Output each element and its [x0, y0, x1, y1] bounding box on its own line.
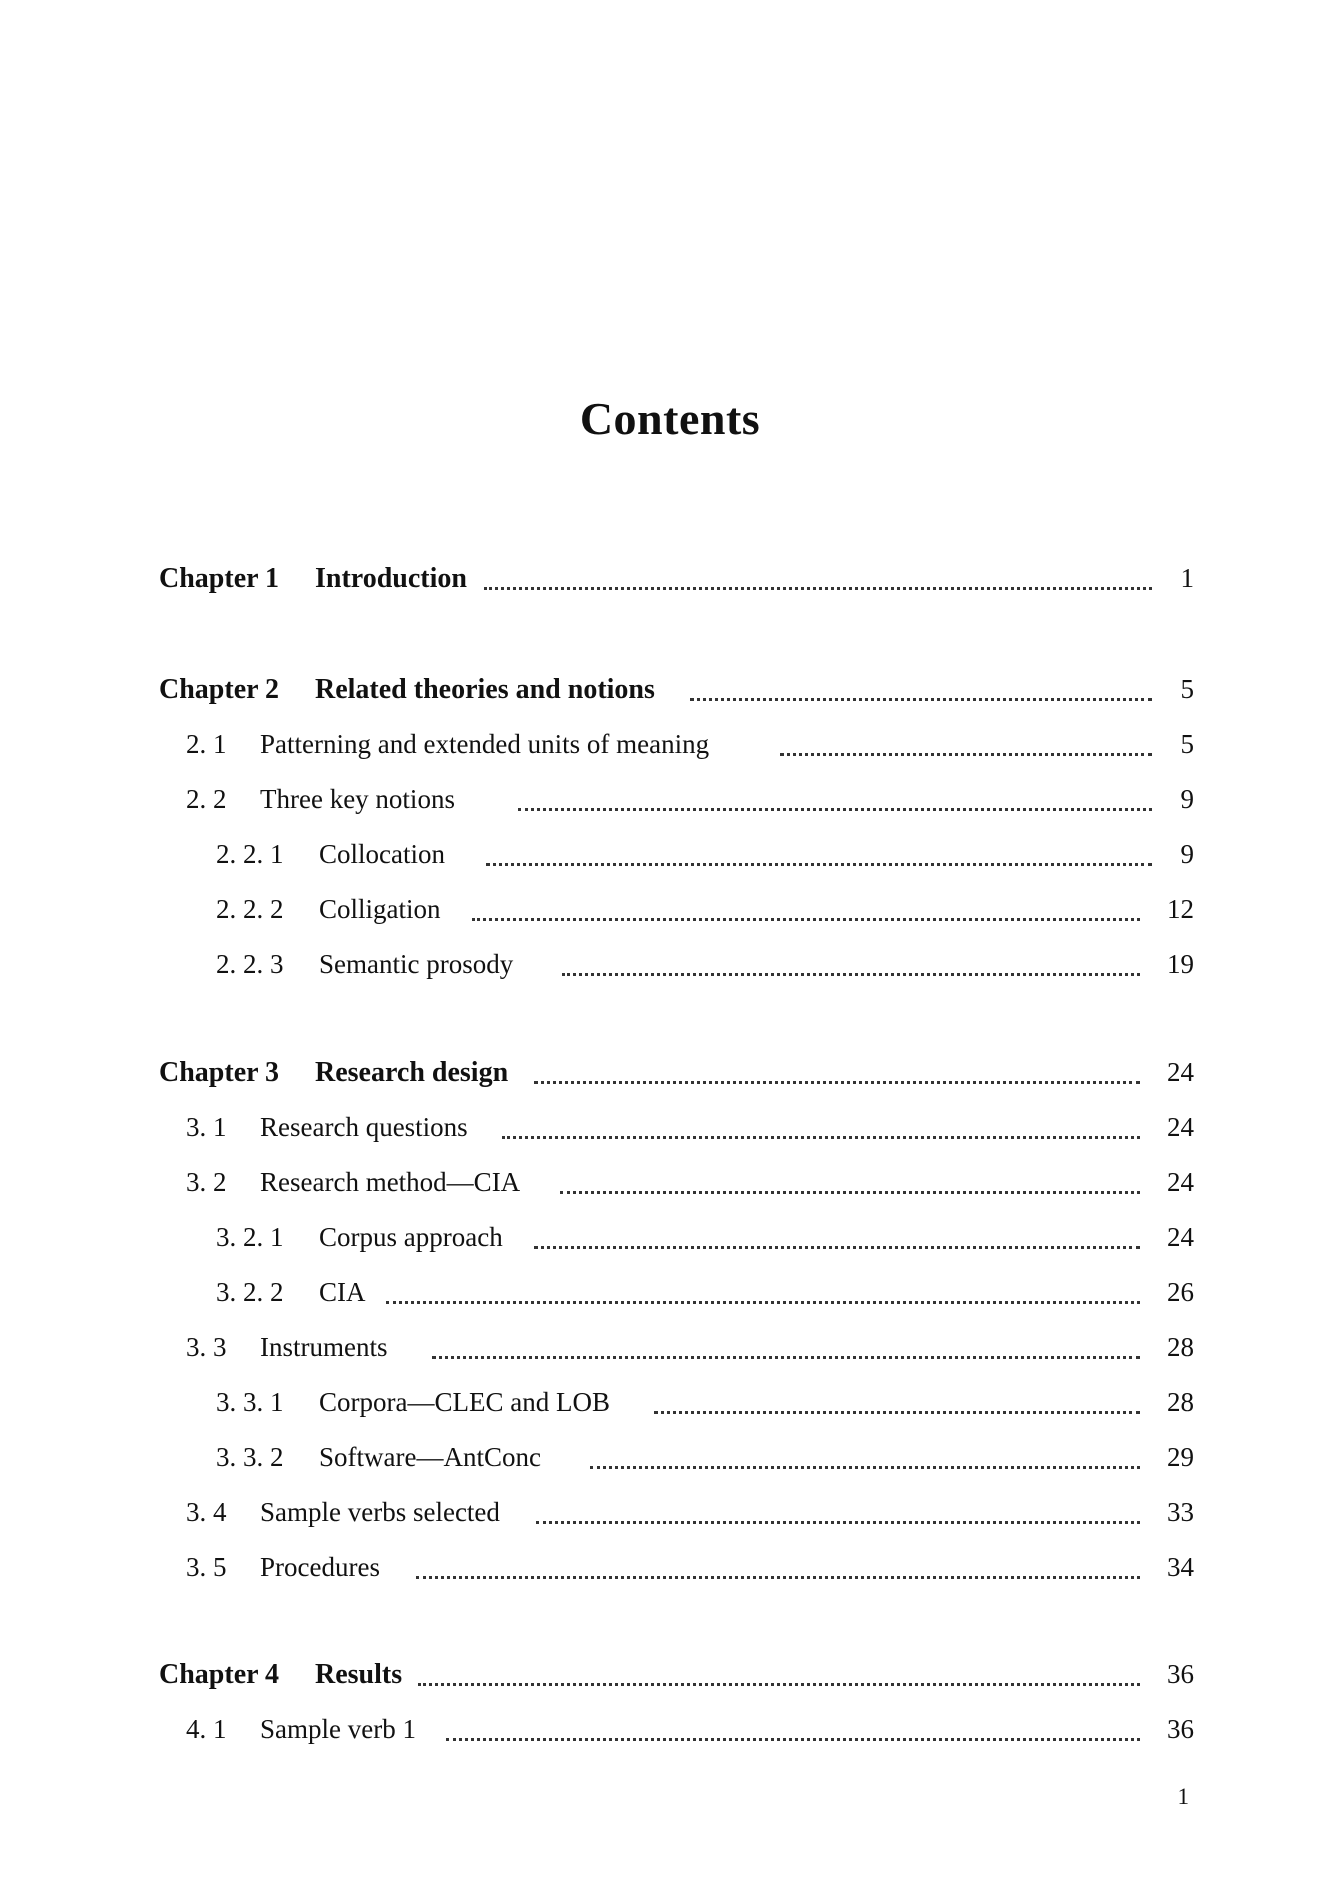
- toc-subsection-number: 2. 2. 1: [216, 839, 284, 869]
- toc-subsection-number: 2. 2. 3: [216, 949, 284, 979]
- toc-page-number: 28: [1167, 1387, 1194, 1417]
- toc-section-title: Research questions: [260, 1112, 468, 1142]
- toc-entry-subsection[interactable]: [0, 1387, 1340, 1427]
- toc-dot-leader: [432, 1356, 1140, 1359]
- toc-dot-leader: [472, 918, 1140, 921]
- toc-page-number: 28: [1167, 1332, 1194, 1362]
- toc-page-number: 36: [1167, 1714, 1194, 1744]
- toc-section-number: 4. 1: [186, 1714, 227, 1744]
- toc-section-title: Sample verb 1: [260, 1714, 416, 1744]
- toc-page-number: 34: [1167, 1552, 1194, 1582]
- toc-subsection-title: Software—AntConc: [319, 1442, 541, 1472]
- toc-page-number: 12: [1167, 894, 1194, 924]
- toc-dot-leader: [486, 863, 1152, 866]
- footer-page-number: 1: [1177, 1784, 1189, 1809]
- toc-subsection-number: 3. 3. 1: [216, 1387, 284, 1417]
- toc-subsection-number: 2. 2. 2: [216, 894, 284, 924]
- toc-dot-leader: [386, 1301, 1140, 1304]
- toc-subsection-title: Collocation: [319, 839, 445, 869]
- toc-page-number: 9: [1180, 784, 1194, 814]
- toc-dot-leader: [562, 973, 1140, 976]
- toc-dot-leader: [780, 753, 1152, 756]
- toc-dot-leader: [418, 1683, 1140, 1686]
- toc-page-number: 29: [1167, 1442, 1194, 1472]
- toc-chapter-number: Chapter 3: [159, 1057, 280, 1088]
- toc-section-number: 2. 2: [186, 784, 227, 814]
- toc-chapter-title: Related theories and notions: [315, 674, 655, 705]
- toc-entry-section[interactable]: [0, 784, 1340, 824]
- toc-section-number: 3. 4: [186, 1497, 227, 1527]
- toc-entry-section[interactable]: [0, 1497, 1340, 1537]
- toc-subsection-number: 3. 2. 2: [216, 1277, 284, 1307]
- toc-section-number: 3. 1: [186, 1112, 227, 1142]
- toc-dot-leader: [654, 1411, 1140, 1414]
- toc-entry-subsection[interactable]: [0, 1442, 1340, 1482]
- toc-entry-chapter[interactable]: [0, 674, 1340, 714]
- toc-dot-leader: [536, 1521, 1140, 1524]
- toc-dot-leader: [518, 808, 1152, 811]
- toc-page-number: 24: [1167, 1057, 1194, 1087]
- toc-subsection-title: Corpora—CLEC and LOB: [319, 1387, 610, 1417]
- toc-entry-section[interactable]: [0, 1167, 1340, 1207]
- toc-page-number: 24: [1167, 1112, 1194, 1142]
- toc-entry-subsection[interactable]: [0, 894, 1340, 934]
- toc-chapter-number: Chapter 2: [159, 674, 280, 705]
- toc-entry-section[interactable]: [0, 1714, 1340, 1754]
- toc-section-title: Patterning and extended units of meaning: [260, 729, 710, 759]
- toc-entry-section[interactable]: [0, 1552, 1340, 1592]
- toc-page-number: 26: [1167, 1277, 1194, 1307]
- toc-dot-leader: [484, 587, 1152, 590]
- toc-entry-subsection[interactable]: [0, 839, 1340, 879]
- toc-dot-leader: [446, 1738, 1140, 1741]
- toc-section-title: Instruments: [260, 1332, 388, 1362]
- toc-page-number: 24: [1167, 1167, 1194, 1197]
- toc-entry-section[interactable]: [0, 1332, 1340, 1372]
- toc-section-title: Research method—CIA: [260, 1167, 521, 1197]
- toc-chapter-number: Chapter 4: [159, 1659, 280, 1690]
- toc-section-title: Sample verbs selected: [260, 1497, 500, 1527]
- toc-page-number: 9: [1180, 839, 1194, 869]
- toc-subsection-number: 3. 2. 1: [216, 1222, 284, 1252]
- toc-section-title: Three key notions: [260, 784, 455, 814]
- toc-subsection-number: 3. 3. 2: [216, 1442, 284, 1472]
- page-title: Contents: [579, 393, 761, 444]
- toc-entry-section[interactable]: [0, 729, 1340, 769]
- toc-entry-subsection[interactable]: [0, 1222, 1340, 1262]
- toc-dot-leader: [590, 1466, 1140, 1469]
- toc-section-number: 3. 3: [186, 1332, 227, 1362]
- toc-chapter-title: Introduction: [315, 563, 467, 594]
- toc-section-number: 2. 1: [186, 729, 227, 759]
- toc-section-number: 3. 5: [186, 1552, 227, 1582]
- toc-entry-chapter[interactable]: [0, 1659, 1340, 1699]
- toc-subsection-title: CIA: [319, 1277, 366, 1307]
- toc-subsection-title: Colligation: [319, 894, 441, 924]
- toc-page-number: 19: [1167, 949, 1194, 979]
- toc-chapter-title: Results: [315, 1659, 403, 1690]
- toc-dot-leader: [560, 1191, 1140, 1194]
- toc-page-number: 5: [1180, 674, 1194, 704]
- toc-dot-leader: [502, 1136, 1140, 1139]
- toc-page-number: 24: [1167, 1222, 1194, 1252]
- toc-entry-chapter[interactable]: [0, 563, 1340, 603]
- toc-entry-section[interactable]: [0, 1112, 1340, 1152]
- toc-entry-chapter[interactable]: [0, 1057, 1340, 1097]
- toc-entry-subsection[interactable]: [0, 1277, 1340, 1317]
- toc-subsection-title: Corpus approach: [319, 1222, 503, 1252]
- toc-dot-leader: [534, 1081, 1140, 1084]
- toc-page-number: 5: [1180, 729, 1194, 759]
- toc-dot-leader: [690, 698, 1152, 701]
- toc-section-number: 3. 2: [186, 1167, 227, 1197]
- toc-dot-leader: [416, 1576, 1140, 1579]
- toc-dot-leader: [534, 1246, 1140, 1249]
- toc-page-number: 33: [1167, 1497, 1194, 1527]
- toc-chapter-number: Chapter 1: [159, 563, 280, 594]
- toc-page-number: 1: [1180, 563, 1194, 593]
- toc-chapter-title: Research design: [315, 1057, 509, 1088]
- toc-page-number: 36: [1167, 1659, 1194, 1689]
- toc-section-title: Procedures: [260, 1552, 380, 1582]
- toc-entry-subsection[interactable]: [0, 949, 1340, 989]
- toc-subsection-title: Semantic prosody: [319, 949, 514, 979]
